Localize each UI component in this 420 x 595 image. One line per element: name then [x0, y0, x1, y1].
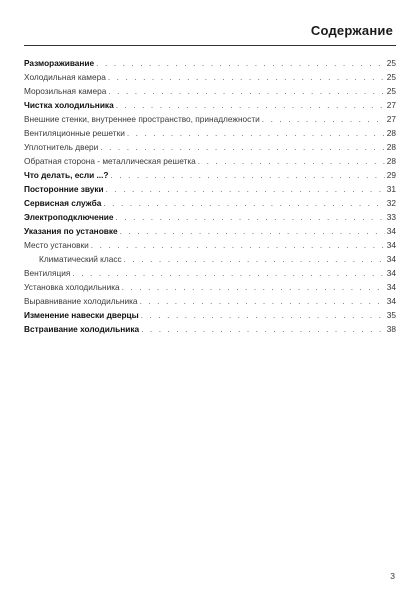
toc-entry-page: 27: [386, 100, 396, 110]
toc-entry-page: 28: [386, 156, 396, 166]
toc-entry[interactable]: [24, 238, 396, 252]
toc-entry-page: 25: [386, 72, 396, 82]
table-of-contents: [24, 56, 396, 336]
toc-entry[interactable]: [24, 56, 396, 70]
toc-entry[interactable]: [24, 84, 396, 98]
toc-entry-page: 32: [386, 198, 396, 208]
toc-dot-leader: [120, 224, 385, 238]
toc-entry-label: Холодильная камера: [24, 72, 106, 82]
toc-dot-leader: [141, 322, 385, 336]
toc-entry-label: Вентиляция: [24, 268, 71, 278]
toc-entry[interactable]: [24, 168, 396, 182]
page-title: Содержание: [310, 23, 393, 38]
toc-entry-page: 34: [386, 240, 396, 250]
toc-dot-leader: [122, 280, 385, 294]
toc-entry[interactable]: [24, 98, 396, 112]
toc-entry-page: 34: [386, 254, 396, 264]
toc-entry-label: Изменение навески дверцы: [24, 310, 139, 320]
toc-dot-leader: [141, 308, 385, 322]
toc-dot-leader: [108, 70, 385, 84]
toc-entry-page: 34: [386, 282, 396, 292]
toc-entry-label: Встраивание холодильника: [24, 324, 140, 334]
toc-entry-page: 33: [386, 212, 396, 222]
toc-entry-label: Установка холодильника: [24, 282, 120, 292]
toc-entry-page: 28: [386, 128, 396, 138]
toc-dot-leader: [110, 168, 384, 182]
toc-entry-label: Чистка холодильника: [24, 100, 114, 110]
toc-entry-label: Что делать, если ...?: [24, 170, 109, 180]
toc-dot-leader: [116, 210, 385, 224]
toc-entry-page: 34: [386, 296, 396, 306]
toc-entry[interactable]: [24, 126, 396, 140]
toc-dot-leader: [106, 182, 385, 196]
toc-entry-label: Внешние стенки, внутреннее пространство, принадлежности: [24, 114, 260, 124]
toc-entry-label: Электроподключение: [24, 212, 114, 222]
toc-dot-leader: [124, 252, 385, 266]
title-divider: [24, 45, 396, 46]
toc-dot-leader: [140, 294, 385, 308]
toc-dot-leader: [108, 84, 384, 98]
toc-entry-label: Морозильная камера: [24, 86, 107, 96]
toc-entry[interactable]: [24, 70, 396, 84]
toc-entry[interactable]: [24, 154, 396, 168]
toc-entry[interactable]: [24, 294, 396, 308]
toc-dot-leader: [103, 196, 384, 210]
toc-dot-leader: [127, 126, 385, 140]
toc-entry-label: Обратная сторона - металлическая решетка: [24, 156, 196, 166]
toc-entry-label: Уплотнитель двери: [24, 142, 99, 152]
toc-entry[interactable]: [24, 140, 396, 154]
toc-entry[interactable]: [24, 266, 396, 280]
toc-entry-label: Посторонние звуки: [24, 184, 104, 194]
toc-entry[interactable]: [24, 182, 396, 196]
toc-entry-label: Место установки: [24, 240, 89, 250]
toc-entry-label: Сервисная служба: [24, 198, 102, 208]
toc-entry-page: 31: [386, 184, 396, 194]
toc-entry-page: 25: [386, 86, 396, 96]
toc-entry[interactable]: [24, 252, 396, 266]
toc-entry[interactable]: [24, 210, 396, 224]
toc-entry[interactable]: [24, 224, 396, 238]
toc-dot-leader: [91, 238, 385, 252]
toc-entry[interactable]: [24, 322, 396, 336]
toc-entry[interactable]: [24, 308, 396, 322]
toc-entry[interactable]: [24, 112, 396, 126]
toc-entry-label: Размораживание: [24, 58, 95, 68]
toc-entry-page: 28: [386, 142, 396, 152]
toc-entry-page: 35: [386, 310, 396, 320]
toc-entry-page: 25: [386, 58, 396, 68]
toc-entry-page: 27: [386, 114, 396, 124]
toc-entry-page: 38: [386, 324, 396, 334]
toc-entry-page: 29: [386, 170, 396, 180]
toc-entry-label: Указания по установке: [24, 226, 118, 236]
toc-entry-label: Вентиляционные решетки: [24, 128, 125, 138]
toc-dot-leader: [198, 154, 385, 168]
toc-dot-leader: [116, 98, 385, 112]
toc-dot-leader: [96, 56, 385, 70]
toc-dot-leader: [100, 140, 384, 154]
toc-dot-leader: [72, 266, 384, 280]
toc-entry-label: Выравнивание холодильника: [24, 296, 138, 306]
toc-entry-page: 34: [386, 268, 396, 278]
toc-entry-page: 34: [386, 226, 396, 236]
toc-entry-label: Климатический класс: [39, 254, 122, 264]
toc-dot-leader: [262, 112, 385, 126]
toc-entry[interactable]: [24, 280, 396, 294]
page-number: 3: [390, 571, 395, 581]
toc-entry[interactable]: [24, 196, 396, 210]
